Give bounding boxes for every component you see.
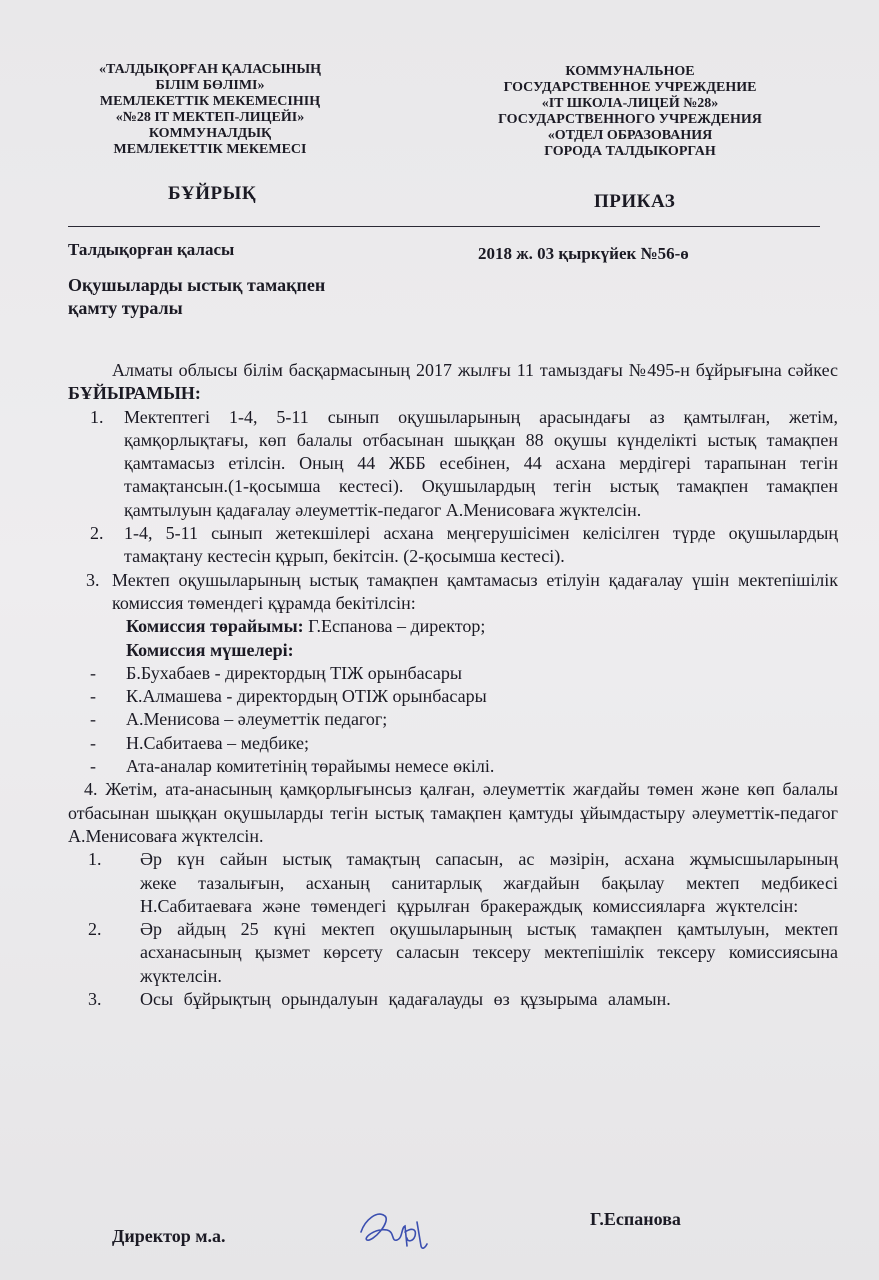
order-item-3 xyxy=(68,569,838,616)
chair-value: Г.Еспанова – директор; xyxy=(303,616,486,637)
signer-role: Директор м.а. xyxy=(112,1226,226,1246)
header-russian-institution xyxy=(470,64,790,160)
item-text: 1-4, 5-11 сынып жетекшілері асхана меңгерушісімен келісілген түрде оқушылардың тамақтану кестесін құрып, бекітсін. (2-қосымша кестесі). xyxy=(124,523,838,567)
header-line: ГОРОДА ТАЛДЫКОРГАН xyxy=(544,144,716,159)
dash-bullet: - xyxy=(90,732,96,753)
order-subject xyxy=(68,274,325,320)
intro-keyword: БҰЙЫРАМЫН: xyxy=(68,383,201,404)
item-text: Мектеп оқушыларының ыстық тамақпен қамтамасыз етілуін қадағалау үшін мектепішілік комиссия төмендегі құрамда бекітілсін: xyxy=(112,569,838,613)
member-text: Н.Сабитаева – медбике; xyxy=(126,732,309,753)
commission-member xyxy=(68,732,838,755)
item-text: Әр айдың 25 күні мектеп оқушыларының ыстық тамақпен қамтылуын, мектеп асханасының қызмет көрсету саласын тексеру мектепішілік тексеру комиссиясына жүктелсін. xyxy=(140,919,838,986)
header-line: ГОСУДАРСТВЕННОЕ УЧРЕЖДЕНИЕ xyxy=(503,80,757,95)
header-line: МЕМЛЕКЕТТІК МЕКЕМЕСІНІҢ xyxy=(99,94,321,109)
header-line: «IT ШКОЛА-ЛИЦЕЙ №28» xyxy=(541,96,719,111)
header-line: КОММУНАЛЬНОЕ xyxy=(565,64,695,79)
handwritten-signature xyxy=(355,1202,430,1254)
subject-line: Оқушыларды ыстық тамақпен xyxy=(68,275,326,295)
item-number: 3. xyxy=(86,569,100,590)
commission-member xyxy=(68,662,838,685)
commission-chair xyxy=(68,615,838,638)
header-line: «ТАЛДЫҚОРҒАН ҚАЛАСЫНЫҢ xyxy=(98,62,322,77)
item-number: 1. xyxy=(90,406,104,427)
header-kazakh-institution xyxy=(70,62,350,158)
order-item-2 xyxy=(68,522,838,569)
order-body xyxy=(68,359,838,1011)
order-item-4: 4. Жетім, ата-анасының қамқорлығынсыз қалған, әлеуметтік жағдайы төмен және көп балалы отбасынан шыққан оқушыларды тегін ыстық тамақпен қамтуды ұйымдастыру әлеуметтік-педагог А.Менисоваға жүктелсін. xyxy=(68,779,838,846)
signer-name: Г.Еспанова xyxy=(590,1209,681,1229)
header-line: БІЛІМ БӨЛІМІ» xyxy=(155,78,265,93)
issue-date-number: 2018 ж. 03 қыркүйек №56-ө xyxy=(478,244,689,263)
dash-bullet: - xyxy=(90,686,96,707)
sub-item-3 xyxy=(68,988,838,1011)
dash-bullet: - xyxy=(90,756,96,777)
issue-place: Талдықорған қаласы xyxy=(68,240,235,259)
sub-item-1 xyxy=(68,848,838,918)
commission-member xyxy=(68,708,838,731)
item-text: Осы бұйрықтың орындалуын қадағалауды өз құзырыма аламын. xyxy=(140,989,671,1010)
item-number: 2. xyxy=(88,919,102,940)
document-title-kz: БҰЙРЫҚ xyxy=(168,183,257,204)
header-line: «ОТДЕЛ ОБРАЗОВАНИЯ xyxy=(547,128,713,143)
header-line: КОММУНАЛДЫҚ xyxy=(148,126,272,141)
subject-line: қамту туралы xyxy=(68,298,183,318)
item-text: Әр күн сайын ыстық тамақтың сапасын, ас мәзірін, асхана жұмысшыларының жеке тазалығын, асханың санитарлық жағдайын бақылау мектеп медбикесі Н.Сабитаеваға және төмендегі құрылған бракераждық комиссияларға жүктелсін: xyxy=(140,849,838,916)
header-line: МЕМЛЕКЕТТІК МЕКЕМЕСІ xyxy=(113,142,307,157)
commission-member xyxy=(68,685,838,708)
dash-bullet: - xyxy=(90,709,96,730)
intro-text: Алматы облысы білім басқармасының 2017 жылғы 11 тамыздағы №495-н бұйрығына сәйкес xyxy=(112,360,838,380)
header-divider xyxy=(68,226,820,227)
commission-members-label: Комиссия мүшелері: xyxy=(126,639,294,660)
item-number: 2. xyxy=(90,523,104,544)
member-text: Ата-аналар комитетінің төрайымы немесе өкілі. xyxy=(126,756,495,777)
member-text: А.Менисова – әлеуметтік педагог; xyxy=(126,709,388,730)
order-item-1 xyxy=(68,406,838,522)
header-line: «№28 IT МЕКТЕП-ЛИЦЕЙІ» xyxy=(115,110,305,125)
document-title-ru: ПРИКАЗ xyxy=(594,191,676,212)
chair-label: Комиссия төрайымы: xyxy=(126,616,304,637)
dash-bullet: - xyxy=(90,662,96,683)
header-line: ГОСУДАРСТВЕННОГО УЧРЕЖДЕНИЯ xyxy=(498,112,762,127)
sub-item-2 xyxy=(68,918,838,988)
member-text: К.Алмашева - директордың ОТІЖ орынбасары xyxy=(126,686,487,707)
intro-paragraph xyxy=(68,359,838,406)
item-number: 1. xyxy=(88,849,102,870)
member-text: Б.Бухабаев - директордың ТІЖ орынбасары xyxy=(126,662,462,683)
commission-member xyxy=(68,755,838,778)
item-text: Мектептегі 1-4, 5-11 сынып оқушыларының арасындағы аз қамтылған, жетім, қамқорлықтағы, көп балалы отбасынан шыққан 88 оқушы күнделікті ыстық тамақпен қамтамасыз етілсін. Оның 44 ЖББ есебінен, 44 асхана мердігері тарапынан тегін тамақтансын.(1-қосымша кестесі). Оқушылардың тегін ыстық тамақпен тамақпен қамтылуын қадағалау әлеуметтік-педагог А.Менисоваға жүктелсін. xyxy=(124,406,838,520)
item-number: 3. xyxy=(88,989,102,1010)
